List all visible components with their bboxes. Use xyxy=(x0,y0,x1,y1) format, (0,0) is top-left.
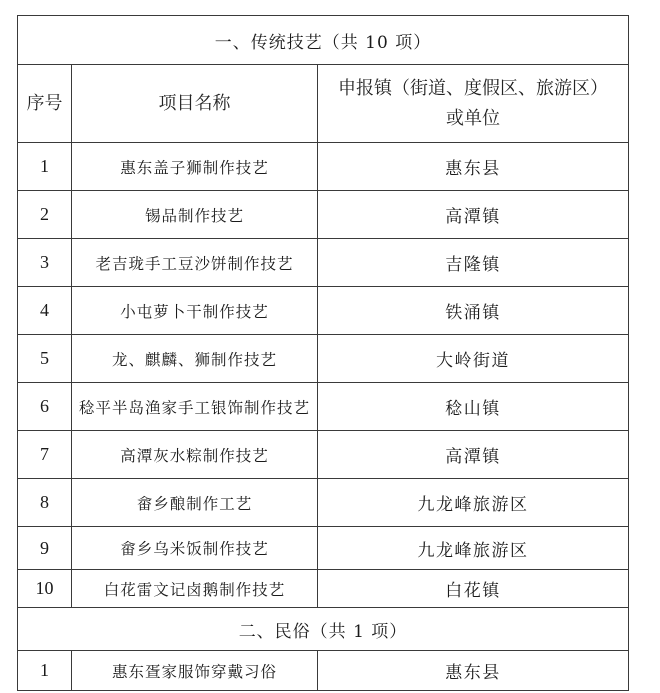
row-unit: 大岭街道 xyxy=(318,335,629,383)
row-no: 9 xyxy=(18,527,72,570)
table-row xyxy=(18,239,629,287)
row-unit: 铁涌镇 xyxy=(318,287,629,335)
table-row xyxy=(18,143,629,191)
row-no: 6 xyxy=(18,383,72,431)
row-no: 2 xyxy=(18,191,72,239)
header-unit-line1: 申报镇（街道、度假区、旅游区） xyxy=(338,77,608,99)
section-title: 二、民俗（共 1 项） xyxy=(18,608,629,651)
row-no: 3 xyxy=(18,239,72,287)
row-no: 1 xyxy=(18,143,72,191)
row-unit: 九龙峰旅游区 xyxy=(318,527,629,570)
table-row xyxy=(18,287,629,335)
table-row xyxy=(18,335,629,383)
section-row-folk-custom xyxy=(18,608,629,651)
row-unit: 稔山镇 xyxy=(318,383,629,431)
header-project-name: 项目名称 xyxy=(72,65,318,143)
row-no: 5 xyxy=(18,335,72,383)
section-row-traditional-craft xyxy=(18,16,629,65)
table-row xyxy=(18,191,629,239)
row-unit: 惠东县 xyxy=(318,143,629,191)
row-no: 1 xyxy=(18,651,72,691)
row-project-name: 小屯萝卜干制作技艺 xyxy=(72,287,318,335)
row-unit: 九龙峰旅游区 xyxy=(318,479,629,527)
row-project-name: 高潭灰水粽制作技艺 xyxy=(72,431,318,479)
row-project-name: 白花雷文记卤鹅制作技艺 xyxy=(72,570,318,608)
row-unit: 高潭镇 xyxy=(318,431,629,479)
table-row xyxy=(18,431,629,479)
row-no: 4 xyxy=(18,287,72,335)
row-no: 7 xyxy=(18,431,72,479)
row-project-name: 畲乡酿制作工艺 xyxy=(72,479,318,527)
header-unit xyxy=(318,65,629,143)
row-unit: 吉隆镇 xyxy=(318,239,629,287)
section-title: 一、传统技艺（共 10 项） xyxy=(18,16,629,65)
table-row xyxy=(18,570,629,608)
header-no: 序号 xyxy=(18,65,72,143)
header-unit-line2: 或单位 xyxy=(446,107,500,129)
row-no: 10 xyxy=(18,570,72,608)
row-unit: 惠东县 xyxy=(318,651,629,691)
table-row xyxy=(18,479,629,527)
row-project-name: 龙、麒麟、狮制作技艺 xyxy=(72,335,318,383)
row-project-name: 锡品制作技艺 xyxy=(72,191,318,239)
row-project-name: 惠东疍家服饰穿戴习俗 xyxy=(72,651,318,691)
row-project-name: 老吉珑手工豆沙饼制作技艺 xyxy=(72,239,318,287)
row-no: 8 xyxy=(18,479,72,527)
table-header-row xyxy=(18,65,629,143)
table-row xyxy=(18,383,629,431)
heritage-project-table xyxy=(17,15,629,691)
table-row xyxy=(18,651,629,691)
row-project-name: 稔平半岛渔家手工银饰制作技艺 xyxy=(72,383,318,431)
row-project-name: 畲乡乌米饭制作技艺 xyxy=(72,527,318,570)
row-unit: 白花镇 xyxy=(318,570,629,608)
row-unit: 高潭镇 xyxy=(318,191,629,239)
table-row xyxy=(18,527,629,570)
row-project-name: 惠东盖子狮制作技艺 xyxy=(72,143,318,191)
